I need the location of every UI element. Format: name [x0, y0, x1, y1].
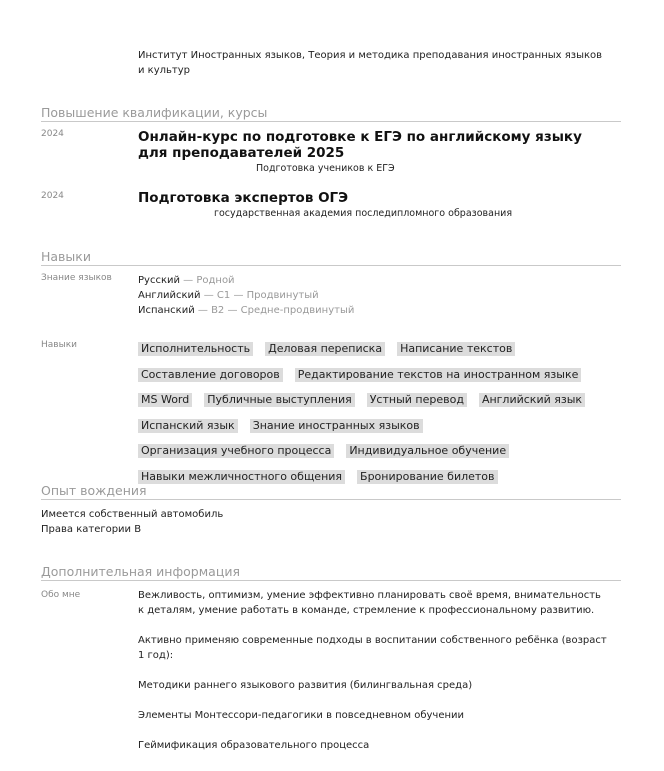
education-institute: Институт Иностранных языков, Теория и методика преподавания иностранных языков и культур [138, 50, 603, 76]
language-level: — Родной [179, 275, 235, 286]
skill-tag: Английский язык [479, 393, 585, 407]
courses-section-title: Повышение квалификации, курсы [41, 105, 621, 122]
about-label: Обо мне [41, 590, 81, 600]
about-paragraph: Методики раннего языкового развития (билингвальная среда) [138, 680, 473, 691]
skill-tag: Деловая переписка [265, 342, 385, 356]
skill-tag: Составление договоров [138, 368, 283, 382]
about-paragraph: Элементы Монтессори-педагогики в повседневном обучении [138, 710, 465, 721]
languages-label: Знание языков [41, 273, 112, 283]
language-item [138, 273, 354, 288]
driving-line: Имеется собственный автомобиль [41, 509, 224, 520]
driving-info [41, 507, 223, 537]
language-item [138, 288, 354, 303]
additional-section-title: Дополнительная информация [41, 564, 621, 581]
driving-line: Права категории B [41, 524, 142, 535]
language-level: — B2 — Средне-продвинутый [194, 305, 355, 316]
skill-tag: Бронирование билетов [357, 470, 498, 484]
driving-section-title: Опыт вождения [41, 483, 621, 500]
languages-list [138, 273, 354, 318]
course-year: 2024 [41, 129, 64, 139]
course-org: Подготовка учеников к ЕГЭ [256, 163, 395, 174]
course-name: Онлайн-курс по подготовке к ЕГЭ по английскому языку для преподавателей 2025 [138, 129, 582, 161]
course-name: Подготовка экспертов ОГЭ [138, 190, 349, 206]
skill-tag: Организация учебного процесса [138, 444, 334, 458]
language-name: Русский [138, 275, 180, 286]
skill-tag: MS Word [138, 393, 192, 407]
skill-tag: Навыки межличностного общения [138, 470, 345, 484]
language-level: — C1 — Продвинутый [200, 290, 319, 301]
language-name: Испанский [138, 305, 195, 316]
skill-tag: Индивидуальное обучение [346, 444, 509, 458]
about-text [138, 588, 608, 753]
language-item [138, 303, 354, 318]
language-name: Английский [138, 290, 201, 301]
about-paragraph: Активно применяю современные подходы в воспитании собственного ребёнка (возраст 1 год): [138, 635, 607, 661]
skill-tag: Исполнительность [138, 342, 253, 356]
skill-tag: Знание иностранных языков [250, 419, 423, 433]
skills-label: Навыки [41, 340, 77, 350]
skill-tag: Публичные выступления [204, 393, 354, 407]
skills-tags [138, 337, 628, 490]
course-org: государственная академия последипломного образования [214, 208, 513, 219]
skills-section-title: Навыки [41, 249, 621, 266]
skill-tag: Испанский язык [138, 419, 238, 433]
course-year: 2024 [41, 191, 64, 201]
skill-tag: Редактирование текстов на иностранном языке [295, 368, 582, 382]
skill-tag: Написание текстов [397, 342, 515, 356]
about-paragraph: Вежливость, оптимизм, умение эффективно планировать своё время, внимательность к деталям, умение работать в команде, стремление к профессиональному развитию. [138, 590, 601, 616]
about-paragraph: Геймификация образовательного процесса [138, 740, 370, 751]
skill-tag: Устный перевод [367, 393, 467, 407]
